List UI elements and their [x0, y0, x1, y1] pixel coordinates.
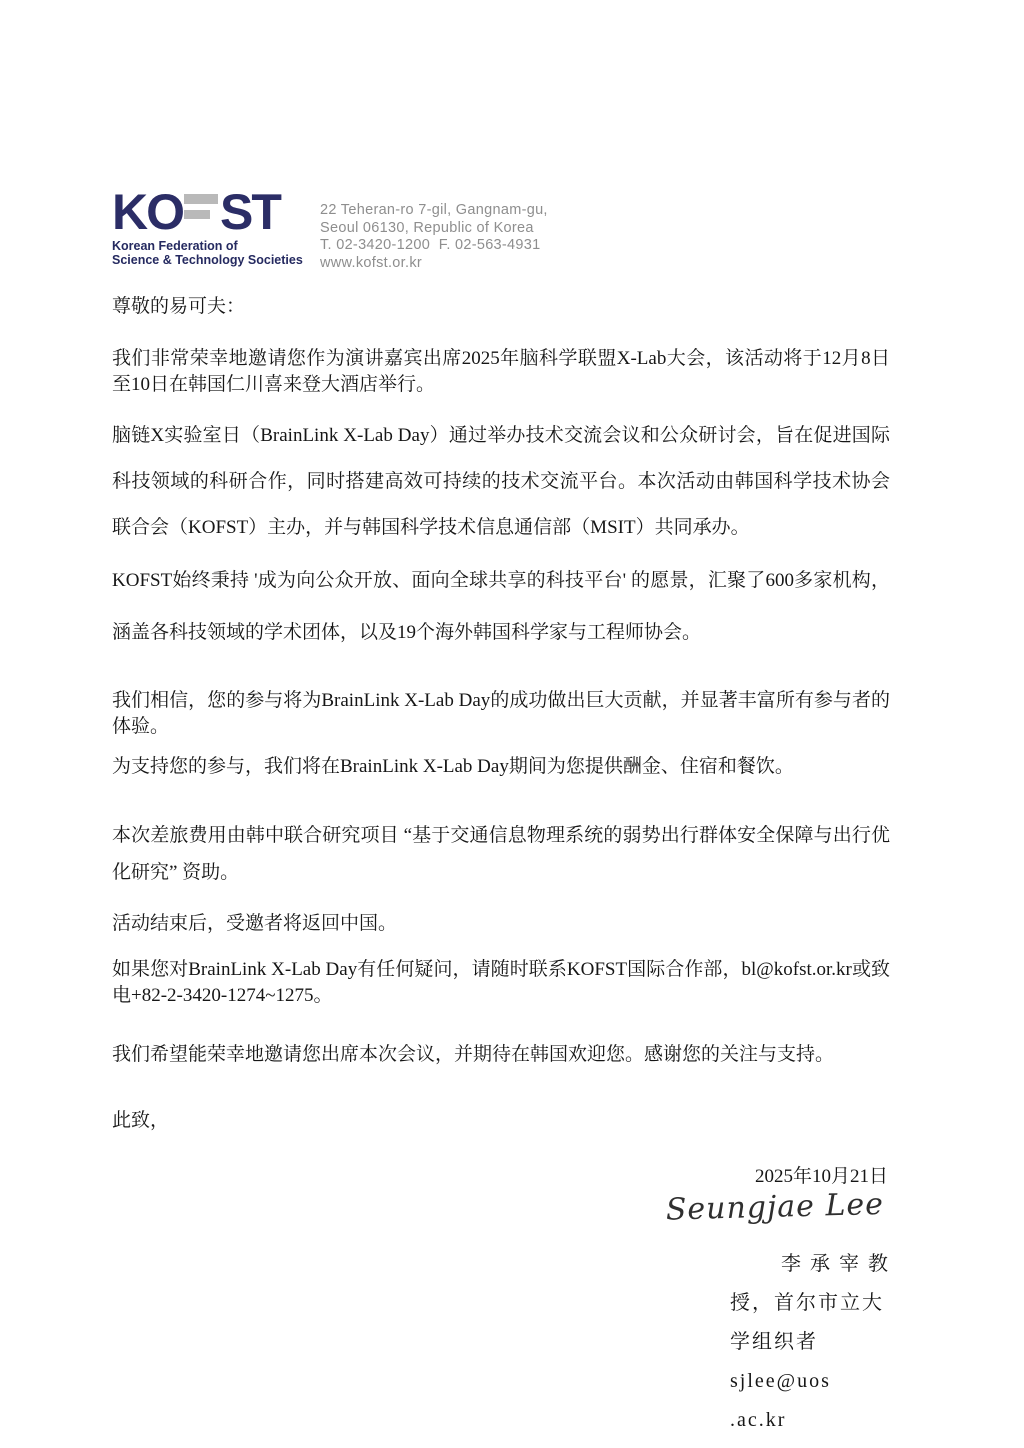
address-line-street: 22 Teheran-ro 7-gil, Gangnam-gu,	[320, 202, 548, 218]
address-line-website: www.kofst.or.kr	[320, 254, 422, 271]
handwritten-signature: Seungjae Lee	[665, 1186, 885, 1228]
kofst-logo-f-glyph	[184, 192, 218, 232]
signer-line-2: 授，首尔市立大	[730, 1292, 884, 1314]
kofst-logo	[112, 184, 312, 267]
paragraph-invitation: 我们非常荣幸地邀请您作为演讲嘉宾出席2025年脑科学联盟X-Lab大会，该活动将于12月8日至10日在韩国仁川喜来登大酒店举行。	[112, 348, 890, 395]
letterhead-address	[320, 202, 548, 272]
paragraph-return: 活动结束后，受邀者将返回中国。	[112, 913, 398, 934]
kofst-logo-wordmark	[112, 184, 312, 240]
signer-info-block	[730, 1245, 890, 1440]
signer-line-3: 学组织者sjlee@uos	[730, 1331, 831, 1392]
greeting: 尊敬的易可夫：	[112, 296, 246, 317]
paragraph-funding: 本次差旅费用由韩中联合研究项目 “基于交通信息物理系统的弱势出行群体安全保障与出行优化研究” 资助。	[112, 825, 890, 883]
paragraph-kofst-vision: KOFST始终秉持 '成为向公众开放、面向全球共享的科技平台' 的愿景，汇聚了600多家机构，涵盖各科技领域的学术团体，以及19个海外韩国科学家与工程师协会。	[112, 570, 890, 643]
logo-letters-st: ST	[220, 184, 280, 240]
address-line-city: Seoul 06130, Republic of Korea	[320, 219, 534, 236]
tagline-line-2: Science & Technology Societies	[112, 253, 303, 267]
tagline-line-1: Korean Federation of	[112, 239, 238, 253]
paragraph-support: 为支持您的参与，我们将在BrainLink X-Lab Day期间为您提供酬金、住宿和餐饮。	[112, 756, 794, 777]
paragraph-contribution: 我们相信，您的参与将为BrainLink X-Lab Day的成功做出巨大贡献，并显著丰富所有参与者的体验。	[112, 690, 890, 737]
logo-letters-ko: KO	[112, 184, 183, 240]
signer-line-1: 李 承 宰 教	[781, 1253, 890, 1275]
letter-date: 2025年10月21日	[754, 1166, 888, 1187]
address-line-phone-fax: T. 02-3420-1200 F. 02-563-4931	[320, 237, 541, 253]
paragraph-hope: 我们希望能荣幸地邀请您出席本次会议，并期待在韩国欢迎您。感谢您的关注与支持。	[112, 1044, 835, 1065]
kofst-logo-tagline	[112, 239, 312, 267]
paragraph-event-intro: 脑链X实验室日（BrainLink X-Lab Day）通过举办技术交流会议和公众研讨会，旨在促进国际科技领域的科研合作，同时搭建高效可持续的技术交流平台。本次活动由韩国科学技术协会联合会（KOFST）主办，并与韩国科学技术信息通信部（MSIT）共同承办。	[112, 425, 890, 538]
signer-line-4: .ac.kr	[730, 1409, 787, 1431]
closing-salutation: 此致，	[112, 1110, 170, 1131]
paragraph-contact: 如果您对BrainLink X-Lab Day有任何疑问，请随时联系KOFST国际合作部，bl@kofst.or.kr或致电+82-2-3420-1274~1275。	[112, 959, 890, 1006]
